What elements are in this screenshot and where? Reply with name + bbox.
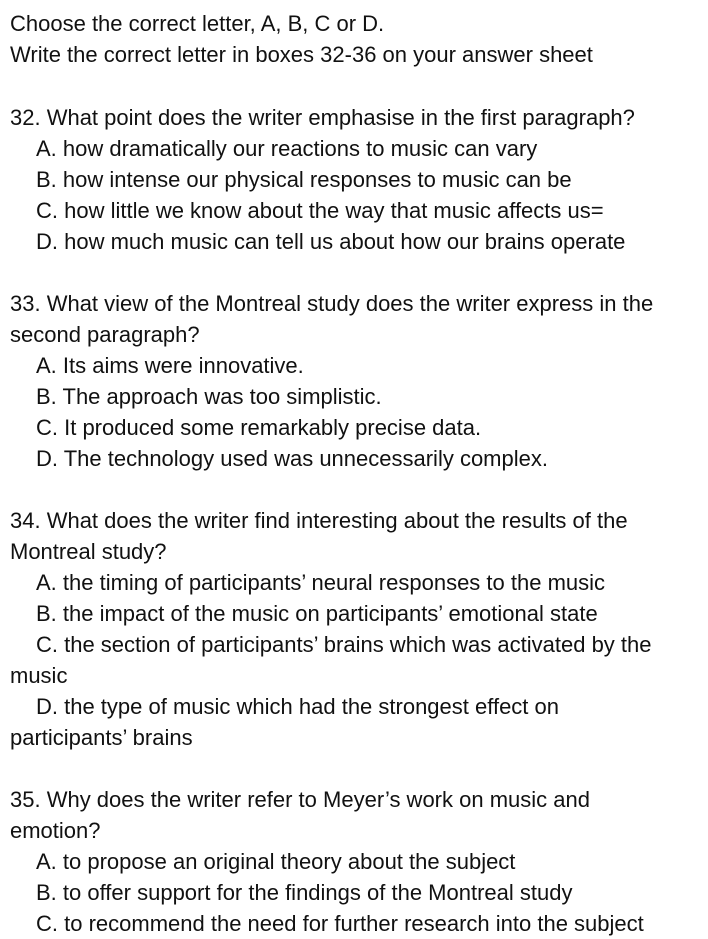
question-32 bbox=[10, 102, 704, 257]
question-33-option-d: D. The technology used was unnecessarily complex. bbox=[36, 446, 548, 471]
question-35 bbox=[10, 784, 704, 939]
question-34-option-c-line1: C. the section of participants’ brains which was activated by the bbox=[36, 632, 652, 657]
question-35-option-b: B. to offer support for the findings of the Montreal study bbox=[36, 880, 573, 905]
question-35-stem-line2: emotion? bbox=[10, 818, 101, 843]
question-32-option-a: A. how dramatically our reactions to music can vary bbox=[36, 136, 538, 161]
question-34-option-c-line2: music bbox=[10, 663, 68, 688]
question-33-stem-line2: second paragraph? bbox=[10, 322, 200, 347]
question-34-option-d-line1: D. the type of music which had the strongest effect on bbox=[36, 694, 559, 719]
spacer bbox=[10, 257, 704, 288]
question-34 bbox=[10, 505, 704, 753]
question-33-option-c: C. It produced some remarkably precise data. bbox=[36, 415, 482, 440]
question-33 bbox=[10, 288, 704, 474]
question-34-stem-line2: Montreal study? bbox=[10, 539, 167, 564]
question-35-stem-line1: 35. Why does the writer refer to Meyer’s work on music and bbox=[10, 787, 590, 812]
question-32-stem: 32. What point does the writer emphasise in the first paragraph? bbox=[10, 105, 635, 130]
question-35-option-c: C. to recommend the need for further research into the subject bbox=[36, 911, 644, 936]
question-34-option-d-line2: participants’ brains bbox=[10, 725, 193, 750]
spacer bbox=[10, 474, 704, 505]
question-33-option-b: B. The approach was too simplistic. bbox=[36, 384, 382, 409]
question-32-option-c: C. how little we know about the way that music affects us= bbox=[36, 198, 604, 223]
question-32-option-d: D. how much music can tell us about how our brains operate bbox=[36, 229, 626, 254]
question-34-option-b: B. the impact of the music on participants’ emotional state bbox=[36, 601, 598, 626]
spacer bbox=[10, 70, 704, 102]
question-34-option-a: A. the timing of participants’ neural responses to the music bbox=[36, 570, 606, 595]
instruction-choose-letter: Choose the correct letter, A, B, C or D. bbox=[10, 11, 385, 36]
reading-questions-page bbox=[10, 8, 704, 939]
spacer bbox=[10, 753, 704, 784]
question-35-option-a: A. to propose an original theory about the subject bbox=[36, 849, 516, 874]
question-33-option-a: A. Its aims were innovative. bbox=[36, 353, 304, 378]
question-32-option-b: B. how intense our physical responses to music can be bbox=[36, 167, 572, 192]
instruction-write-boxes: Write the correct letter in boxes 32-36 on your answer sheet bbox=[10, 42, 593, 67]
question-33-stem-line1: 33. What view of the Montreal study does the writer express in the bbox=[10, 291, 654, 316]
question-34-stem-line1: 34. What does the writer find interesting about the results of the bbox=[10, 508, 628, 533]
